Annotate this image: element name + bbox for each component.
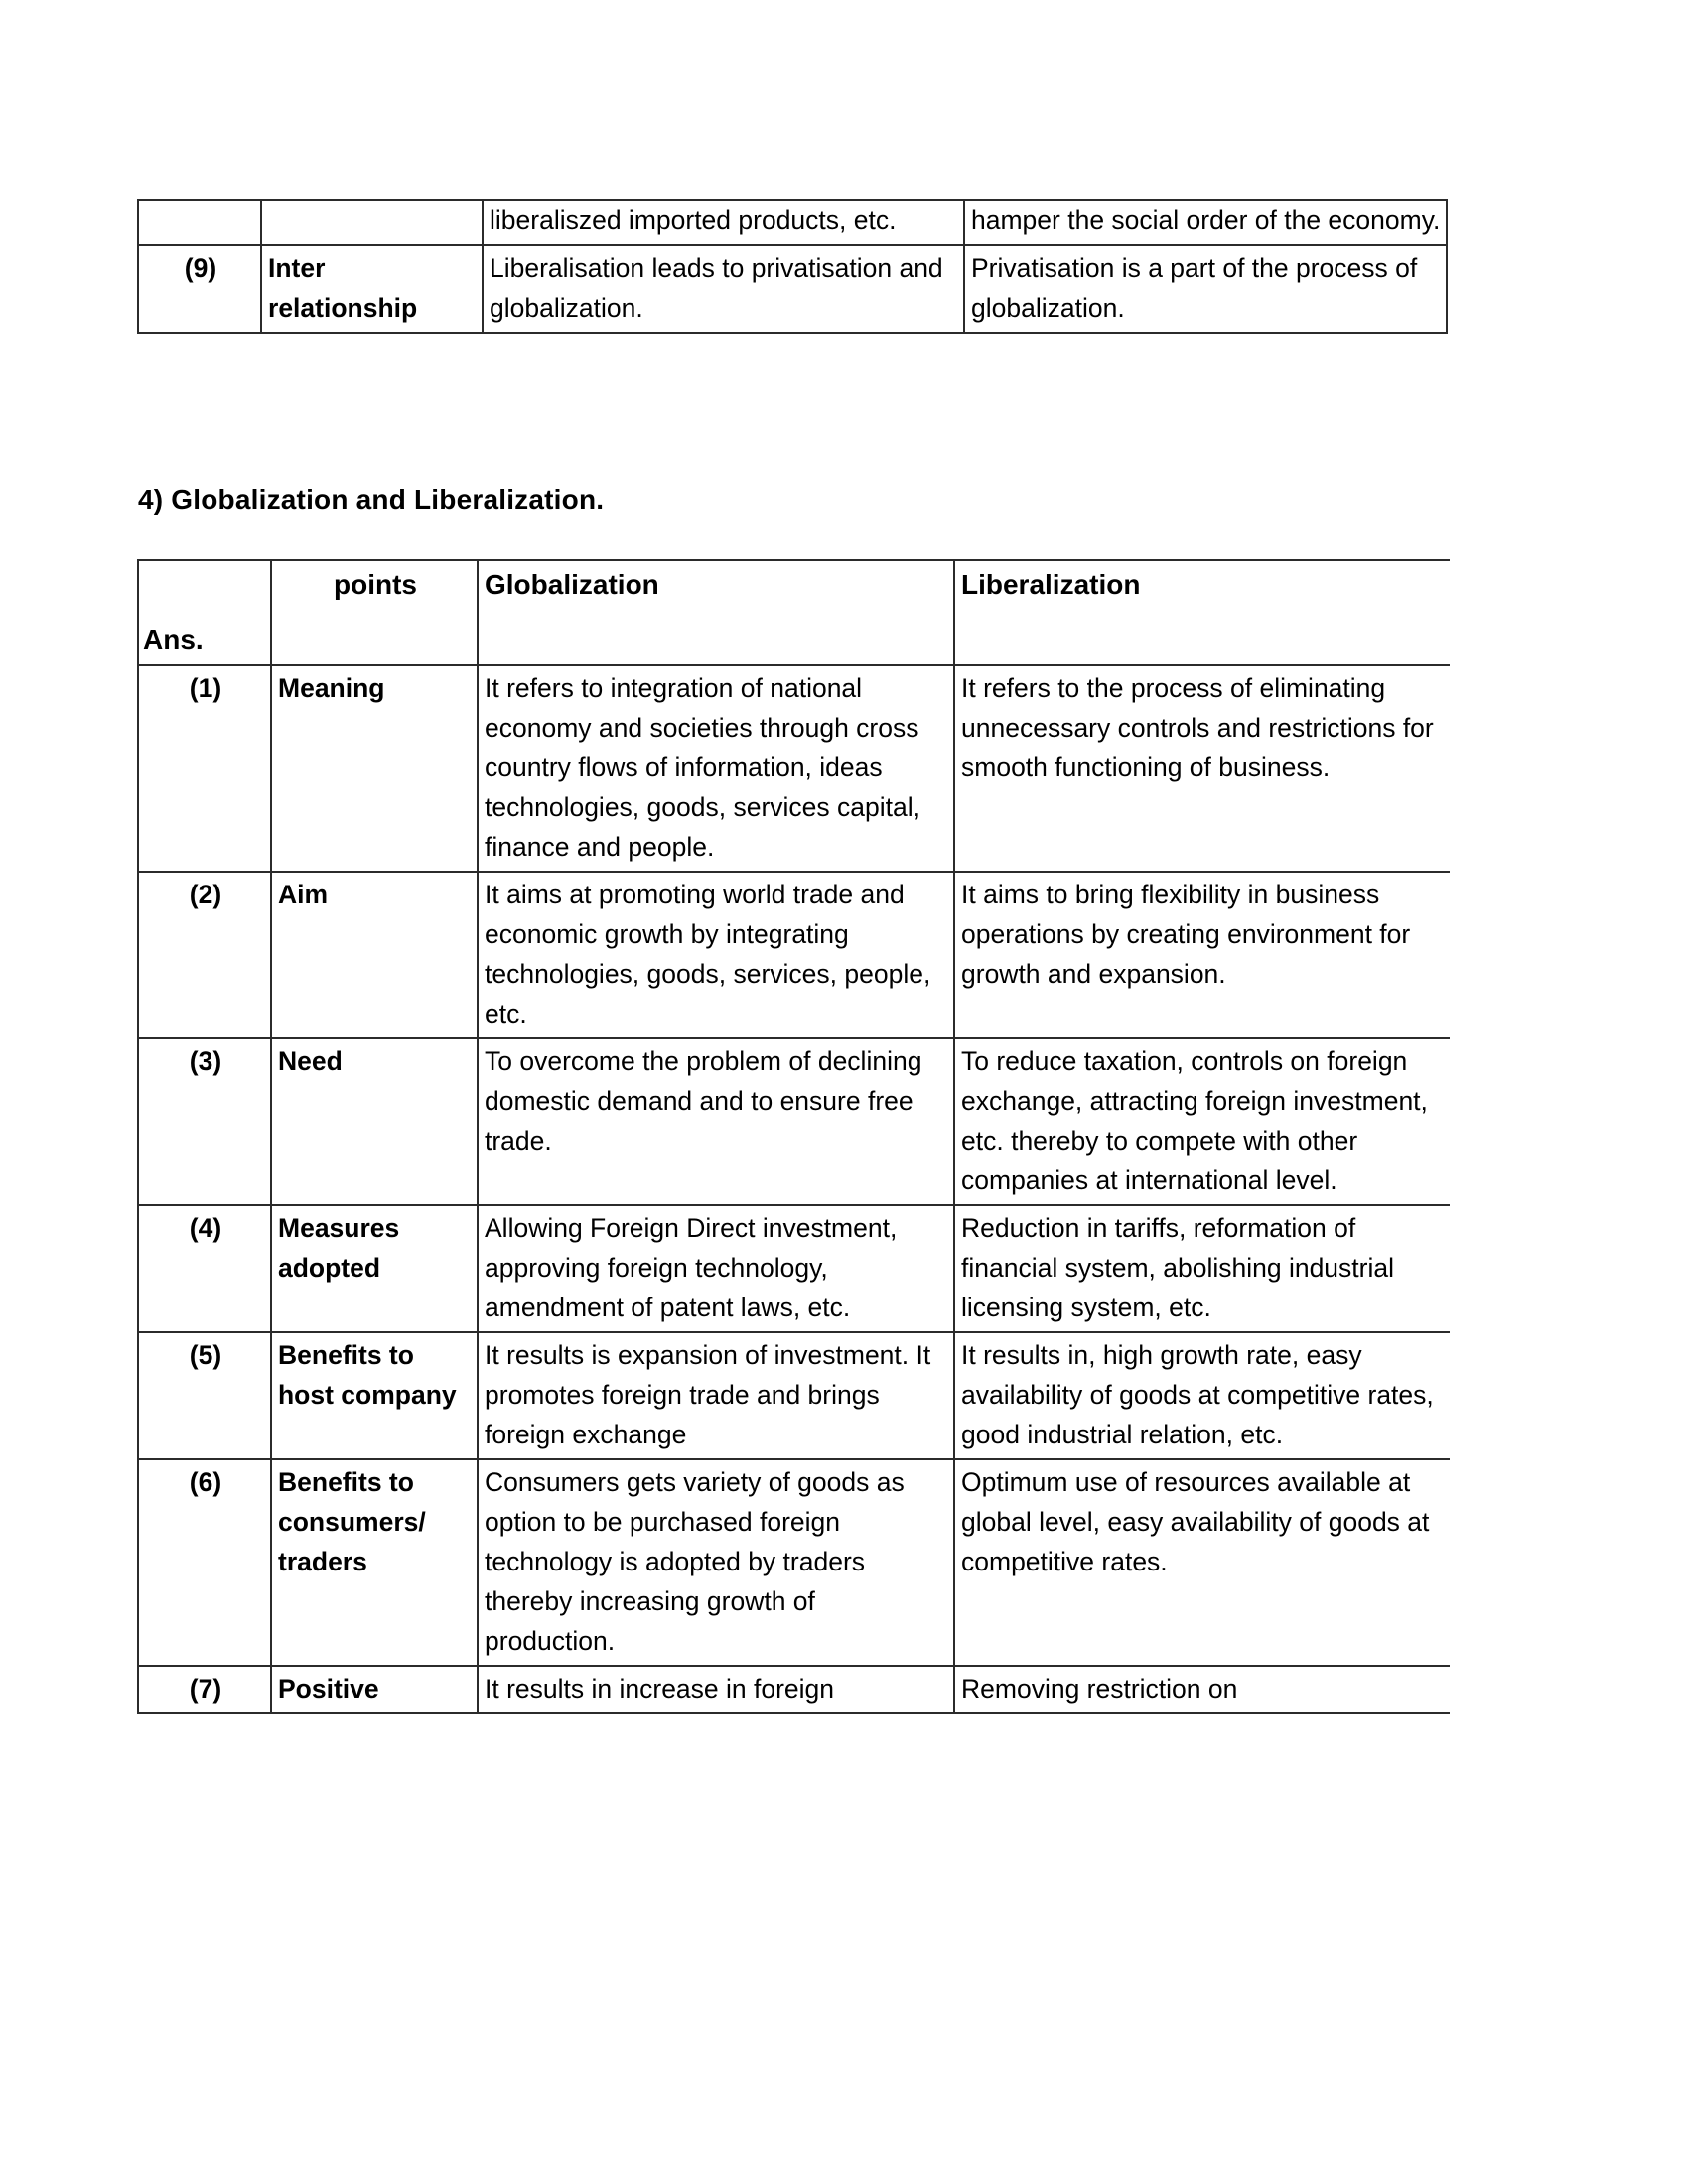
table-row bbox=[138, 1205, 1450, 1332]
row-point-meaning: Meaning bbox=[271, 665, 478, 872]
row-4-liberalization-cell: Reduction in tariffs, reformation of financial system, abolishing industrial licensing system, etc. bbox=[954, 1205, 1450, 1332]
header-points-label: points bbox=[271, 560, 478, 665]
row-point-benefits-to-host-company: Benefits to host company bbox=[271, 1332, 478, 1459]
section-heading: 4) Globalization and Liberalization. bbox=[138, 484, 605, 515]
top-comparison-table bbox=[137, 199, 1448, 334]
row-3-globalization-cell: To overcome the problem of declining domestic demand and to ensure free trade. bbox=[478, 1038, 954, 1205]
row-point-aim: Aim bbox=[271, 872, 478, 1038]
row-number-1: (1) bbox=[138, 665, 271, 872]
row-2-liberalization-cell: It aims to bring flexibility in business operations by creating environment for growth and expansion. bbox=[954, 872, 1450, 1038]
row-6-globalization-cell: Consumers gets variety of goods as option to be purchased foreign technology is adopted by traders thereby increasing growth of production. bbox=[478, 1459, 954, 1666]
row-7-globalization-cell: It results in increase in foreign bbox=[478, 1666, 954, 1713]
header-globalization-label: Globalization bbox=[478, 560, 954, 665]
table-row bbox=[138, 1332, 1450, 1459]
row-number-6: (6) bbox=[138, 1459, 271, 1666]
row-7-liberalization-cell: Removing restriction on bbox=[954, 1666, 1450, 1713]
row-point-inter-relationship: Inter relationship bbox=[261, 245, 483, 333]
table-row bbox=[138, 1666, 1450, 1713]
table-row bbox=[138, 1038, 1450, 1205]
top-comparison-table-container bbox=[137, 199, 1446, 334]
row-1-globalization-cell: It refers to integration of national economy and societies through cross country flows of information, ideas technologies, goods, services capital, finance and people. bbox=[478, 665, 954, 872]
main-comparison-table-container bbox=[137, 559, 1450, 1988]
main-comparison-table bbox=[137, 559, 1450, 1714]
table-row bbox=[138, 1459, 1450, 1666]
row-point-need: Need bbox=[271, 1038, 478, 1205]
row-5-globalization-cell: It results is expansion of investment. It promotes foreign trade and brings foreign exchange bbox=[478, 1332, 954, 1459]
top-clipped-row-globalization: liberaliszed imported products, etc. bbox=[483, 200, 964, 245]
row-point-positive: Positive bbox=[271, 1666, 478, 1713]
row-point-benefits-to-consumers-traders: Benefits to consumers/ traders bbox=[271, 1459, 478, 1666]
header-ans-label: Ans. bbox=[138, 560, 271, 665]
row-9-liberalization-cell: Privatisation is a part of the process of globalization. bbox=[964, 245, 1447, 333]
row-number-2: (2) bbox=[138, 872, 271, 1038]
row-4-globalization-cell: Allowing Foreign Direct investment, approving foreign technology, amendment of patent laws, etc. bbox=[478, 1205, 954, 1332]
table-row bbox=[138, 245, 1447, 333]
row-number-5: (5) bbox=[138, 1332, 271, 1459]
top-clipped-row-point bbox=[261, 200, 483, 245]
table-row bbox=[138, 872, 1450, 1038]
top-clipped-row-number bbox=[138, 200, 261, 245]
row-2-globalization-cell: It aims at promoting world trade and economic growth by integrating technologies, goods, services, people, etc. bbox=[478, 872, 954, 1038]
row-1-liberalization-cell: It refers to the process of eliminating unnecessary controls and restrictions for smooth functioning of business. bbox=[954, 665, 1450, 872]
row-5-liberalization-cell: It results in, high growth rate, easy availability of goods at competitive rates, good industrial relation, etc. bbox=[954, 1332, 1450, 1459]
row-6-liberalization-cell: Optimum use of resources available at global level, easy availability of goods at competitive rates. bbox=[954, 1459, 1450, 1666]
row-point-measures-adopted: Measures adopted bbox=[271, 1205, 478, 1332]
table-row bbox=[138, 200, 1447, 245]
table-row bbox=[138, 665, 1450, 872]
table-header-row bbox=[138, 560, 1450, 665]
row-number-7: (7) bbox=[138, 1666, 271, 1713]
row-number-3: (3) bbox=[138, 1038, 271, 1205]
header-liberalization-label: Liberalization bbox=[954, 560, 1450, 665]
row-number-4: (4) bbox=[138, 1205, 271, 1332]
row-3-liberalization-cell: To reduce taxation, controls on foreign exchange, attracting foreign investment, etc. thereby to compete with other companies at international level. bbox=[954, 1038, 1450, 1205]
row-9-globalization-cell: Liberalisation leads to privatisation and globalization. bbox=[483, 245, 964, 333]
row-number-9: (9) bbox=[138, 245, 261, 333]
top-clipped-row-liberalization: hamper the social order of the economy. bbox=[964, 200, 1447, 245]
